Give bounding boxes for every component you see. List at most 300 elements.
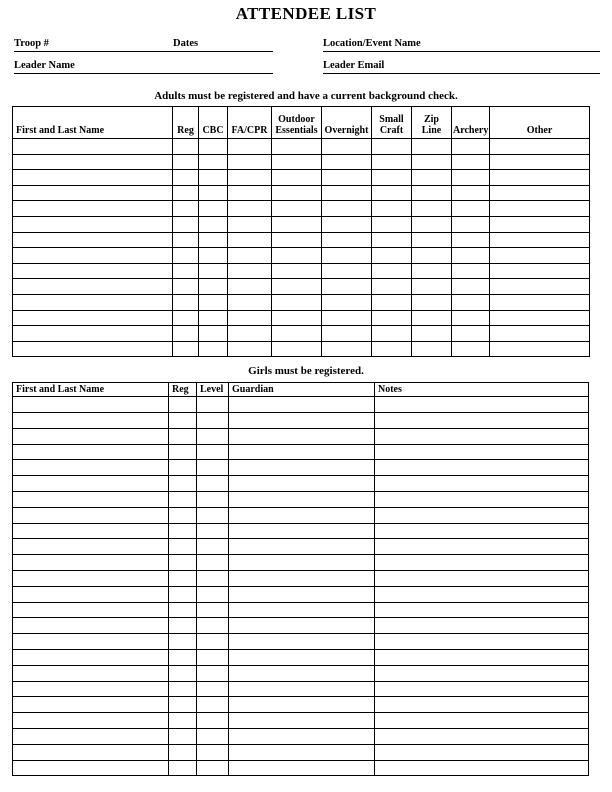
empty-cell[interactable] — [229, 523, 375, 539]
empty-cell[interactable] — [197, 555, 229, 571]
empty-cell[interactable] — [375, 713, 589, 729]
empty-cell[interactable] — [375, 413, 589, 429]
empty-cell[interactable] — [173, 310, 199, 326]
column-header-archery: Archery — [452, 107, 490, 139]
empty-cell[interactable] — [375, 602, 589, 618]
empty-cell[interactable] — [375, 586, 589, 602]
empty-cell[interactable] — [272, 154, 322, 170]
empty-cell[interactable] — [452, 139, 490, 155]
empty-cell[interactable] — [490, 310, 590, 326]
empty-cell[interactable] — [199, 201, 228, 217]
empty-cell[interactable] — [229, 476, 375, 492]
empty-cell[interactable] — [173, 326, 199, 342]
empty-cell[interactable] — [490, 279, 590, 295]
empty-cell[interactable] — [169, 650, 197, 666]
empty-cell[interactable] — [322, 139, 372, 155]
empty-cell[interactable] — [197, 413, 229, 429]
empty-cell[interactable] — [197, 665, 229, 681]
leader-name-field-line[interactable] — [14, 58, 273, 74]
empty-cell[interactable] — [452, 326, 490, 342]
empty-cell[interactable] — [452, 170, 490, 186]
empty-cell[interactable] — [199, 185, 228, 201]
empty-cell[interactable] — [13, 571, 169, 587]
empty-cell[interactable] — [197, 634, 229, 650]
empty-cell[interactable] — [13, 507, 169, 523]
empty-cell[interactable] — [169, 476, 197, 492]
girls-table-row — [13, 428, 589, 444]
column-header-first-and-last-name: First and Last Name — [13, 383, 169, 397]
empty-cell[interactable] — [372, 185, 412, 201]
empty-cell[interactable] — [13, 170, 173, 186]
empty-cell[interactable] — [322, 248, 372, 264]
empty-cell[interactable] — [375, 492, 589, 508]
empty-cell[interactable] — [372, 154, 412, 170]
girls-table-row — [13, 523, 589, 539]
empty-cell[interactable] — [372, 341, 412, 357]
empty-cell[interactable] — [228, 263, 272, 279]
empty-cell[interactable] — [13, 397, 169, 413]
empty-cell[interactable] — [228, 170, 272, 186]
empty-cell[interactable] — [169, 713, 197, 729]
empty-cell[interactable] — [372, 279, 412, 295]
empty-cell[interactable] — [169, 665, 197, 681]
empty-cell[interactable] — [322, 310, 372, 326]
empty-cell[interactable] — [412, 170, 452, 186]
empty-cell[interactable] — [13, 618, 169, 634]
empty-cell[interactable] — [272, 201, 322, 217]
empty-cell[interactable] — [173, 154, 199, 170]
empty-cell[interactable] — [412, 232, 452, 248]
empty-cell[interactable] — [412, 326, 452, 342]
empty-cell[interactable] — [13, 713, 169, 729]
empty-cell[interactable] — [272, 185, 322, 201]
empty-cell[interactable] — [272, 248, 322, 264]
empty-cell[interactable] — [228, 248, 272, 264]
empty-cell[interactable] — [197, 760, 229, 776]
location-event-label: Location/Event Name — [323, 38, 421, 49]
empty-cell[interactable] — [322, 341, 372, 357]
empty-cell[interactable] — [228, 139, 272, 155]
empty-cell[interactable] — [197, 460, 229, 476]
empty-cell[interactable] — [272, 341, 322, 357]
empty-cell[interactable] — [229, 507, 375, 523]
empty-cell[interactable] — [169, 571, 197, 587]
page-title: ATTENDEE LIST — [235, 4, 377, 23]
empty-cell[interactable] — [197, 586, 229, 602]
empty-cell[interactable] — [13, 681, 169, 697]
empty-cell[interactable] — [375, 397, 589, 413]
empty-cell[interactable] — [452, 185, 490, 201]
empty-cell[interactable] — [229, 428, 375, 444]
empty-cell[interactable] — [228, 201, 272, 217]
empty-cell[interactable] — [229, 602, 375, 618]
empty-cell[interactable] — [13, 760, 169, 776]
empty-cell[interactable] — [412, 341, 452, 357]
empty-cell[interactable] — [173, 170, 199, 186]
empty-cell[interactable] — [197, 729, 229, 745]
empty-cell[interactable] — [272, 294, 322, 310]
empty-cell[interactable] — [272, 279, 322, 295]
empty-cell[interactable] — [13, 428, 169, 444]
empty-cell[interactable] — [229, 760, 375, 776]
empty-cell[interactable] — [375, 744, 589, 760]
empty-cell[interactable] — [13, 444, 169, 460]
column-header-guardian: Guardian — [229, 383, 375, 397]
empty-cell[interactable] — [173, 185, 199, 201]
empty-cell[interactable] — [272, 216, 322, 232]
empty-cell[interactable] — [412, 310, 452, 326]
empty-cell[interactable] — [197, 713, 229, 729]
empty-cell[interactable] — [372, 139, 412, 155]
empty-cell[interactable] — [169, 492, 197, 508]
empty-cell[interactable] — [452, 201, 490, 217]
empty-cell[interactable] — [13, 326, 173, 342]
empty-cell[interactable] — [13, 248, 173, 264]
empty-cell[interactable] — [375, 539, 589, 555]
adults-table-row — [13, 170, 590, 186]
empty-cell[interactable] — [199, 139, 228, 155]
empty-cell[interactable] — [13, 460, 169, 476]
adults-table-row — [13, 294, 590, 310]
empty-cell[interactable] — [13, 476, 169, 492]
empty-cell[interactable] — [197, 697, 229, 713]
empty-cell[interactable] — [375, 571, 589, 587]
empty-cell[interactable] — [272, 139, 322, 155]
empty-cell[interactable] — [197, 397, 229, 413]
empty-cell[interactable] — [490, 263, 590, 279]
empty-cell[interactable] — [197, 507, 229, 523]
empty-cell[interactable] — [490, 326, 590, 342]
empty-cell[interactable] — [412, 279, 452, 295]
empty-cell[interactable] — [199, 341, 228, 357]
empty-cell[interactable] — [228, 326, 272, 342]
empty-cell[interactable] — [13, 539, 169, 555]
empty-cell[interactable] — [169, 634, 197, 650]
empty-cell[interactable] — [372, 310, 412, 326]
empty-cell[interactable] — [322, 154, 372, 170]
empty-cell[interactable] — [412, 263, 452, 279]
empty-cell[interactable] — [452, 263, 490, 279]
empty-cell[interactable] — [197, 681, 229, 697]
empty-cell[interactable] — [173, 139, 199, 155]
empty-cell[interactable] — [372, 216, 412, 232]
empty-cell[interactable] — [412, 248, 452, 264]
empty-cell[interactable] — [375, 665, 589, 681]
girls-table-row — [13, 665, 589, 681]
empty-cell[interactable] — [199, 263, 228, 279]
empty-cell[interactable] — [452, 154, 490, 170]
girls-table-row — [13, 460, 589, 476]
empty-cell[interactable] — [375, 476, 589, 492]
empty-cell[interactable] — [173, 279, 199, 295]
empty-cell[interactable] — [372, 232, 412, 248]
empty-cell[interactable] — [197, 571, 229, 587]
empty-cell[interactable] — [228, 216, 272, 232]
empty-cell[interactable] — [169, 729, 197, 745]
empty-cell[interactable] — [197, 444, 229, 460]
empty-cell[interactable] — [229, 397, 375, 413]
empty-cell[interactable] — [173, 248, 199, 264]
empty-cell[interactable] — [452, 279, 490, 295]
empty-cell[interactable] — [197, 539, 229, 555]
empty-cell[interactable] — [13, 650, 169, 666]
empty-cell[interactable] — [412, 216, 452, 232]
empty-cell[interactable] — [173, 232, 199, 248]
empty-cell[interactable] — [13, 586, 169, 602]
empty-cell[interactable] — [173, 263, 199, 279]
empty-cell[interactable] — [490, 341, 590, 357]
adults-table-row — [13, 154, 590, 170]
empty-cell[interactable] — [322, 201, 372, 217]
empty-cell[interactable] — [169, 460, 197, 476]
empty-cell[interactable] — [412, 294, 452, 310]
empty-cell[interactable] — [13, 263, 173, 279]
girls-table-row — [13, 760, 589, 776]
adults-table-row — [13, 185, 590, 201]
empty-cell[interactable] — [372, 294, 412, 310]
empty-cell[interactable] — [322, 263, 372, 279]
empty-cell[interactable] — [412, 139, 452, 155]
empty-cell[interactable] — [272, 170, 322, 186]
empty-cell[interactable] — [169, 555, 197, 571]
empty-cell[interactable] — [169, 397, 197, 413]
leader-email-label: Leader Email — [323, 60, 385, 71]
empty-cell[interactable] — [490, 154, 590, 170]
empty-cell[interactable] — [452, 216, 490, 232]
empty-cell[interactable] — [412, 201, 452, 217]
empty-cell[interactable] — [322, 294, 372, 310]
empty-cell[interactable] — [229, 634, 375, 650]
adults-table-row — [13, 216, 590, 232]
empty-cell[interactable] — [199, 279, 228, 295]
empty-cell[interactable] — [229, 697, 375, 713]
empty-cell[interactable] — [272, 232, 322, 248]
empty-cell[interactable] — [375, 618, 589, 634]
empty-cell[interactable] — [322, 232, 372, 248]
girls-table-row — [13, 539, 589, 555]
adults-table-row — [13, 341, 590, 357]
empty-cell[interactable] — [322, 170, 372, 186]
empty-cell[interactable] — [13, 154, 173, 170]
girls-table-row — [13, 555, 589, 571]
empty-cell[interactable] — [13, 341, 173, 357]
empty-cell[interactable] — [229, 492, 375, 508]
empty-cell[interactable] — [228, 232, 272, 248]
column-header-first-and-last-name: First and Last Name — [13, 107, 173, 139]
empty-cell[interactable] — [197, 476, 229, 492]
empty-cell[interactable] — [375, 428, 589, 444]
empty-cell[interactable] — [199, 170, 228, 186]
adults-table-row — [13, 326, 590, 342]
empty-cell[interactable] — [199, 326, 228, 342]
empty-cell[interactable] — [13, 697, 169, 713]
empty-cell[interactable] — [490, 216, 590, 232]
empty-cell[interactable] — [229, 744, 375, 760]
empty-cell[interactable] — [229, 539, 375, 555]
empty-cell[interactable] — [322, 216, 372, 232]
adults-table-row — [13, 201, 590, 217]
empty-cell[interactable] — [229, 650, 375, 666]
empty-cell[interactable] — [372, 326, 412, 342]
empty-cell[interactable] — [490, 139, 590, 155]
empty-cell[interactable] — [169, 413, 197, 429]
empty-cell[interactable] — [372, 248, 412, 264]
empty-cell[interactable] — [13, 413, 169, 429]
empty-cell[interactable] — [228, 341, 272, 357]
girls-table-row — [13, 650, 589, 666]
empty-cell[interactable] — [322, 185, 372, 201]
empty-cell[interactable] — [452, 341, 490, 357]
empty-cell[interactable] — [173, 216, 199, 232]
empty-cell[interactable] — [490, 185, 590, 201]
girls-table-row — [13, 492, 589, 508]
empty-cell[interactable] — [197, 650, 229, 666]
empty-cell[interactable] — [375, 555, 589, 571]
empty-cell[interactable] — [229, 713, 375, 729]
empty-cell[interactable] — [490, 294, 590, 310]
empty-cell[interactable] — [199, 154, 228, 170]
girls-table-row — [13, 744, 589, 760]
girls-table-row — [13, 634, 589, 650]
empty-cell[interactable] — [13, 201, 173, 217]
empty-cell[interactable] — [13, 665, 169, 681]
empty-cell[interactable] — [452, 232, 490, 248]
empty-cell[interactable] — [13, 492, 169, 508]
empty-cell[interactable] — [272, 310, 322, 326]
leader-email-field-line[interactable] — [323, 58, 600, 74]
empty-cell[interactable] — [372, 263, 412, 279]
empty-cell[interactable] — [490, 232, 590, 248]
girls-table-row — [13, 602, 589, 618]
location-event-field-line[interactable] — [323, 36, 600, 52]
troop-dates-field-line[interactable] — [14, 36, 273, 52]
empty-cell[interactable] — [322, 279, 372, 295]
empty-cell[interactable] — [199, 216, 228, 232]
empty-cell[interactable] — [229, 681, 375, 697]
empty-cell[interactable] — [169, 697, 197, 713]
empty-cell[interactable] — [169, 507, 197, 523]
empty-cell[interactable] — [490, 170, 590, 186]
column-header-zip-line: Zip Line — [412, 107, 452, 139]
empty-cell[interactable] — [229, 586, 375, 602]
empty-cell[interactable] — [169, 539, 197, 555]
empty-cell[interactable] — [13, 602, 169, 618]
empty-cell[interactable] — [228, 279, 272, 295]
empty-cell[interactable] — [197, 523, 229, 539]
empty-cell[interactable] — [375, 681, 589, 697]
empty-cell[interactable] — [412, 154, 452, 170]
empty-cell[interactable] — [169, 760, 197, 776]
empty-cell[interactable] — [197, 492, 229, 508]
empty-cell[interactable] — [229, 555, 375, 571]
empty-cell[interactable] — [13, 555, 169, 571]
empty-cell[interactable] — [375, 760, 589, 776]
empty-cell[interactable] — [173, 294, 199, 310]
empty-cell[interactable] — [229, 444, 375, 460]
empty-cell[interactable] — [199, 310, 228, 326]
empty-cell[interactable] — [452, 248, 490, 264]
empty-cell[interactable] — [375, 444, 589, 460]
empty-cell[interactable] — [375, 523, 589, 539]
empty-cell[interactable] — [229, 618, 375, 634]
empty-cell[interactable] — [169, 586, 197, 602]
empty-cell[interactable] — [375, 460, 589, 476]
empty-cell[interactable] — [197, 744, 229, 760]
empty-cell[interactable] — [13, 294, 173, 310]
empty-cell[interactable] — [375, 697, 589, 713]
empty-cell[interactable] — [197, 428, 229, 444]
empty-cell[interactable] — [169, 428, 197, 444]
adults-table-row — [13, 139, 590, 155]
empty-cell[interactable] — [197, 602, 229, 618]
empty-cell[interactable] — [490, 201, 590, 217]
adults-table-row — [13, 310, 590, 326]
empty-cell[interactable] — [13, 744, 169, 760]
empty-cell[interactable] — [322, 326, 372, 342]
empty-cell[interactable] — [272, 326, 322, 342]
empty-cell[interactable] — [169, 681, 197, 697]
empty-cell[interactable] — [13, 279, 173, 295]
empty-cell[interactable] — [199, 232, 228, 248]
empty-cell[interactable] — [13, 634, 169, 650]
empty-cell[interactable] — [13, 729, 169, 745]
empty-cell[interactable] — [13, 185, 173, 201]
empty-cell[interactable] — [375, 650, 589, 666]
empty-cell[interactable] — [199, 294, 228, 310]
column-header-outdoor-essentials: Outdoor Essentials — [272, 107, 322, 139]
empty-cell[interactable] — [13, 139, 173, 155]
column-header-fa-cpr: FA/CPR — [228, 107, 272, 139]
empty-cell[interactable] — [173, 201, 199, 217]
empty-cell[interactable] — [375, 634, 589, 650]
dates-label: Dates — [173, 38, 199, 49]
empty-cell[interactable] — [229, 665, 375, 681]
empty-cell[interactable] — [412, 185, 452, 201]
empty-cell[interactable] — [13, 310, 173, 326]
empty-cell[interactable] — [272, 263, 322, 279]
empty-cell[interactable] — [229, 460, 375, 476]
empty-cell[interactable] — [169, 523, 197, 539]
empty-cell[interactable] — [13, 232, 173, 248]
empty-cell[interactable] — [375, 729, 589, 745]
empty-cell[interactable] — [372, 201, 412, 217]
empty-cell[interactable] — [452, 294, 490, 310]
empty-cell[interactable] — [228, 154, 272, 170]
empty-cell[interactable] — [372, 170, 412, 186]
empty-cell[interactable] — [228, 310, 272, 326]
empty-cell[interactable] — [229, 571, 375, 587]
empty-cell[interactable] — [490, 248, 590, 264]
empty-cell[interactable] — [452, 310, 490, 326]
empty-cell[interactable] — [169, 602, 197, 618]
girls-table-row — [13, 681, 589, 697]
empty-cell[interactable] — [169, 444, 197, 460]
empty-cell[interactable] — [13, 216, 173, 232]
empty-cell[interactable] — [375, 507, 589, 523]
empty-cell[interactable] — [13, 523, 169, 539]
empty-cell[interactable] — [228, 294, 272, 310]
empty-cell[interactable] — [173, 341, 199, 357]
empty-cell[interactable] — [169, 618, 197, 634]
empty-cell[interactable] — [197, 618, 229, 634]
empty-cell[interactable] — [229, 413, 375, 429]
column-header-level: Level — [197, 383, 229, 397]
girls-table-row — [13, 507, 589, 523]
empty-cell[interactable] — [169, 744, 197, 760]
empty-cell[interactable] — [199, 248, 228, 264]
empty-cell[interactable] — [228, 185, 272, 201]
empty-cell[interactable] — [229, 729, 375, 745]
